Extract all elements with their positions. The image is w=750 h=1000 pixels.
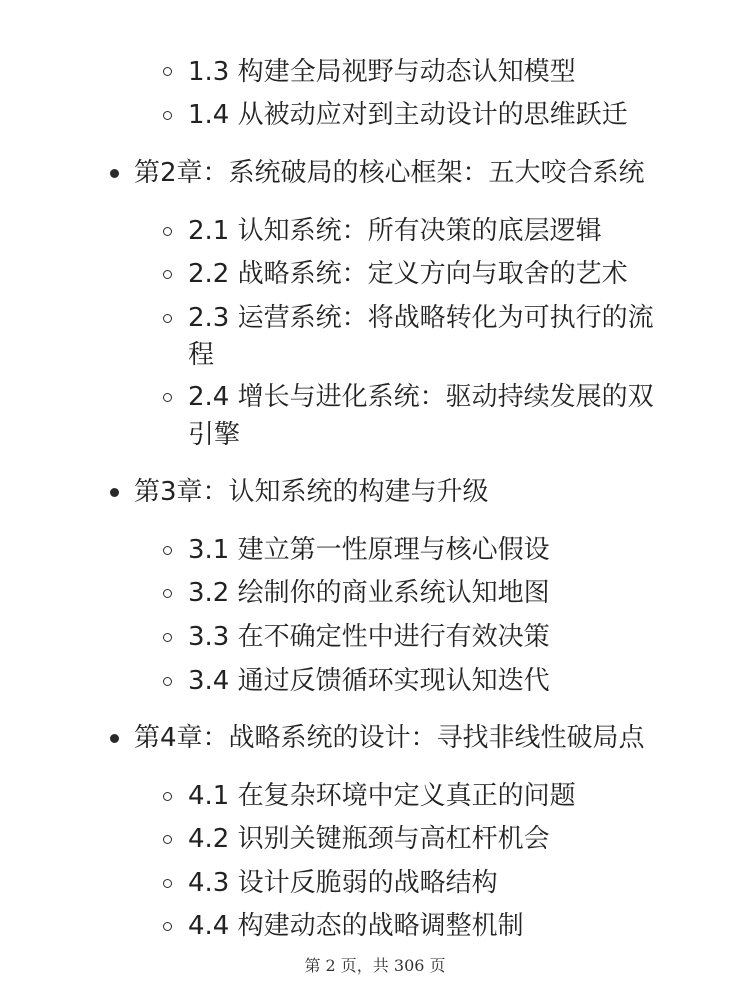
circle-bullet-icon: [163, 589, 172, 598]
toc-section-item: 3.3 在不确定性中进行有效决策: [188, 622, 550, 652]
toc-section-item: 2.4 增长与进化系统：驱动持续发展的双: [188, 382, 654, 412]
page-number-footer: 第 2 页，共 306 页: [304, 956, 446, 975]
dot-bullet-icon: [110, 734, 119, 743]
toc-section-item-continuation: 程: [188, 340, 215, 370]
circle-bullet-icon: [163, 633, 172, 642]
toc-section-item: 1.4 从被动应对到主动设计的思维跃迁: [188, 100, 628, 130]
toc-chapter-item: 第4章：战略系统的设计：寻找非线性破局点: [134, 723, 645, 753]
circle-bullet-icon: [163, 546, 172, 555]
circle-bullet-icon: [163, 879, 172, 888]
circle-bullet-icon: [163, 792, 172, 801]
circle-bullet-icon: [163, 270, 172, 279]
toc-section-item-continuation: 引擎: [188, 420, 241, 450]
toc-section-item: 4.3 设计反脆弱的战略结构: [188, 868, 498, 898]
toc-section-item: 2.2 战略系统：定义方向与取舍的艺术: [188, 259, 628, 289]
circle-bullet-icon: [163, 67, 172, 76]
dot-bullet-icon: [110, 169, 119, 178]
toc-chapter-item: 第2章：系统破局的核心框架：五大咬合系统: [134, 158, 645, 188]
toc-section-item: 3.1 建立第一性原理与核心假设: [188, 535, 550, 565]
toc-chapter-item: 第3章：认知系统的构建与升级: [134, 477, 489, 507]
circle-bullet-icon: [163, 677, 172, 686]
toc-section-item: 4.4 构建动态的战略调整机制: [188, 911, 524, 941]
toc-section-item: 2.1 认知系统：所有决策的底层逻辑: [188, 216, 602, 246]
toc-section-item: 3.4 通过反馈循环实现认知迭代: [188, 666, 550, 696]
circle-bullet-icon: [163, 393, 172, 402]
circle-bullet-icon: [163, 835, 172, 844]
circle-bullet-icon: [163, 922, 172, 931]
toc-section-item: 4.1 在复杂环境中定义真正的问题: [188, 781, 576, 811]
toc-section-item: 4.2 识别关键瓶颈与高杠杆机会: [188, 824, 550, 854]
toc-section-item: 1.3 构建全局视野与动态认知模型: [188, 57, 576, 87]
circle-bullet-icon: [163, 111, 172, 120]
dot-bullet-icon: [110, 488, 119, 497]
circle-bullet-icon: [163, 227, 172, 236]
circle-bullet-icon: [163, 314, 172, 323]
toc-section-item: 3.2 绘制你的商业系统认知地图: [188, 578, 550, 608]
toc-section-item: 2.3 运营系统：将战略转化为可执行的流: [188, 303, 654, 333]
